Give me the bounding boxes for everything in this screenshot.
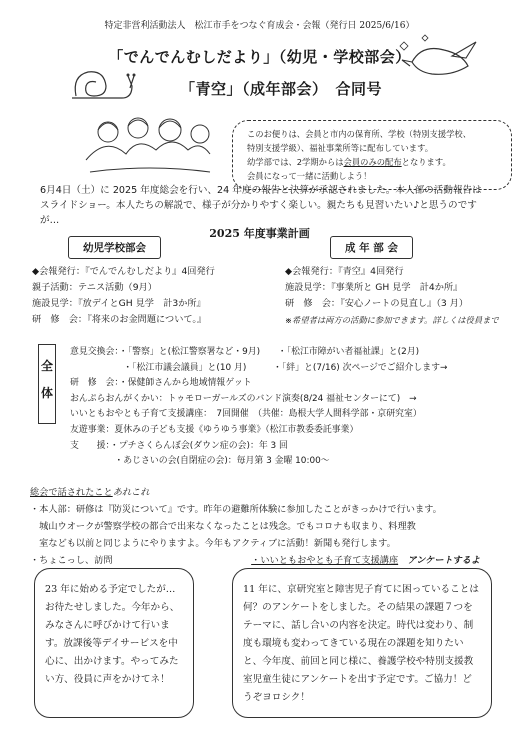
snail-illustration [70, 56, 140, 104]
notice-line-4: 会員になって一緒に活動しよう！ [247, 171, 372, 181]
zentai-line: ・「松江市議会議員」と(10 月) ・「絆」と(7/16) 次ページでご紹介します→ [70, 362, 448, 373]
yoji-section-heading: 幼児学校部会 [68, 236, 161, 259]
seinen-section-heading: 成 年 部 会 [330, 236, 413, 259]
children-illustration [80, 110, 220, 180]
yoji-plan-item: 研 修 会：『将来のお金問題について。』 [32, 314, 207, 325]
survey-announcement-box: 11 年に、京研究室と障害児子育てに困っていることは何？のアンケートをしました。その結果の課題７つをテーマに、話し合いの内容を決定。時代は変わり、制度も環境も変わってきている現在の課題を知りたいと、今年度、前回と同じ様に、養護学校や特別支援教室児童生徒にアンケートを出す予定です。ご協力！どうぞヨロシク！ [232, 568, 492, 718]
zentai-activity-list [70, 345, 447, 470]
plan-title: 2025 年度事業計画 [209, 227, 310, 240]
visit-announcement-box: 23 年に始める予定でしたが…お待たせしました。今年から、みなさんに呼びかけて行います。放課後等デイサービスを中心に、出かけます。やってみたい方、役員に声をかけてネ！ [34, 568, 194, 718]
organization-line: 特定非営利活動法人 松江市手をつなぐ育成会・会報（発行日 2025/6/16） [104, 21, 415, 31]
report-line: 城山ウオークが警察学校の都合で出来なくなったことは残念。でもコロナも収まり、料理教 [30, 521, 416, 532]
zentai-line: 研 修 会：・保健師さんから地域情報ゲット [70, 378, 252, 389]
seinen-plan-list [285, 264, 499, 328]
parenting-course-label: ・いいともおやとも子育て支援講座 [251, 555, 399, 566]
zentai-line: ・あじさいの会(自閉症の会)：毎月第 3 金曜 10:00～ [70, 456, 330, 467]
newsletter-subtitle: 「青空」（成年部会） 合同号 [180, 80, 383, 98]
notice-line-2: 特別支援学級）、福祉事業所等に配布しています。 [247, 143, 434, 153]
seinen-plan-note: ※希望者は両方の活動に参加できます。詳しくは役員まで [285, 315, 499, 325]
meeting-report [30, 484, 500, 569]
yoji-plan-item: ◆会報発行：『でんでんむしだより』4回発行 [32, 266, 215, 277]
zentai-line: 意見交換会：・「警察」と(松江警察署など・9月) ・「松江市障がい者福祉課」と(2月) [70, 347, 420, 357]
report-heading-tail: あれこれ [112, 487, 150, 498]
bird-illustration [392, 32, 482, 82]
report-heading [30, 484, 500, 501]
seinen-plan-item: 研 修 会：『安心ノートの見直し』（3 月） [285, 298, 469, 309]
parenting-course-subheading [251, 552, 480, 569]
general-meeting-summary: 6月4日（土）に 2025 年度総会を行い、24 年度の報告と決算が承認されました。本人部の活動報告はスライドショー。本人たちの解説で、様子が分かりやすく楽しい。親たちも見習いたい♪と思うのですが… [40, 185, 482, 226]
report-heading-text: 総会で話されたこと [30, 487, 113, 498]
seinen-plan-item: 施設見学：『事業所と GH 見学 計4か所』 [285, 282, 463, 293]
zentai-line: いいともおやとも子育て支援講座： 7回開催 （共催：島根大学人間科学部・京研究室） [70, 409, 422, 420]
notice-line-3-end: となります。 [401, 157, 451, 167]
report-line: 室なども以前と同じようにやりますよ。今年もアクティブに活動！新聞も発行します。 [30, 538, 396, 549]
report-line: ・本人部：研修は『防災について』です。昨年の避難所体験に参加したことがきっかけで行います。 [30, 504, 442, 515]
notice-line-1: このお便りは、会員と市内の保育所、学校（特別支援学校、 [247, 129, 472, 139]
zentai-line: おんぷらおんがくかい：トゥモローガールズのバンド演奏(8/24 福祉センターにて) → [70, 393, 417, 404]
zentai-label-box [38, 344, 56, 424]
zentai-label-char: 全 [41, 359, 54, 373]
notice-line-3 [247, 155, 503, 169]
members-only-highlight: 会員のみの配布 [343, 157, 402, 167]
zentai-label-char: 体 [41, 386, 54, 400]
survey-tagline: アンケートするよ [407, 555, 480, 566]
visit-subheading: ・ちょこっし、訪問 [30, 555, 113, 566]
notice-line-3-start: 幼学部では、2学期からは [247, 157, 344, 167]
yoji-plan-item: 親子活動：テニス活動（9月） [32, 282, 157, 293]
zentai-line: 支 援：・プチさくらんぼ会(ダウン症の会)：年 3 回 [70, 440, 288, 451]
distribution-notice-box [232, 120, 512, 190]
zentai-line: 友遊事業：夏休みの子ども支援《ゆうゆう事業》（松江市教委委託事業） [70, 424, 359, 435]
newsletter-title: 「でんでんむしだより」（幼児・学校部会） [108, 48, 411, 66]
yoji-plan-list [32, 264, 215, 328]
report-subheadings [30, 552, 480, 569]
yoji-plan-item: 施設見学：『放デイとGH 見学 計3か所』 [32, 298, 206, 309]
seinen-plan-item: ◆会報発行：『青空』4回発行 [285, 266, 404, 277]
